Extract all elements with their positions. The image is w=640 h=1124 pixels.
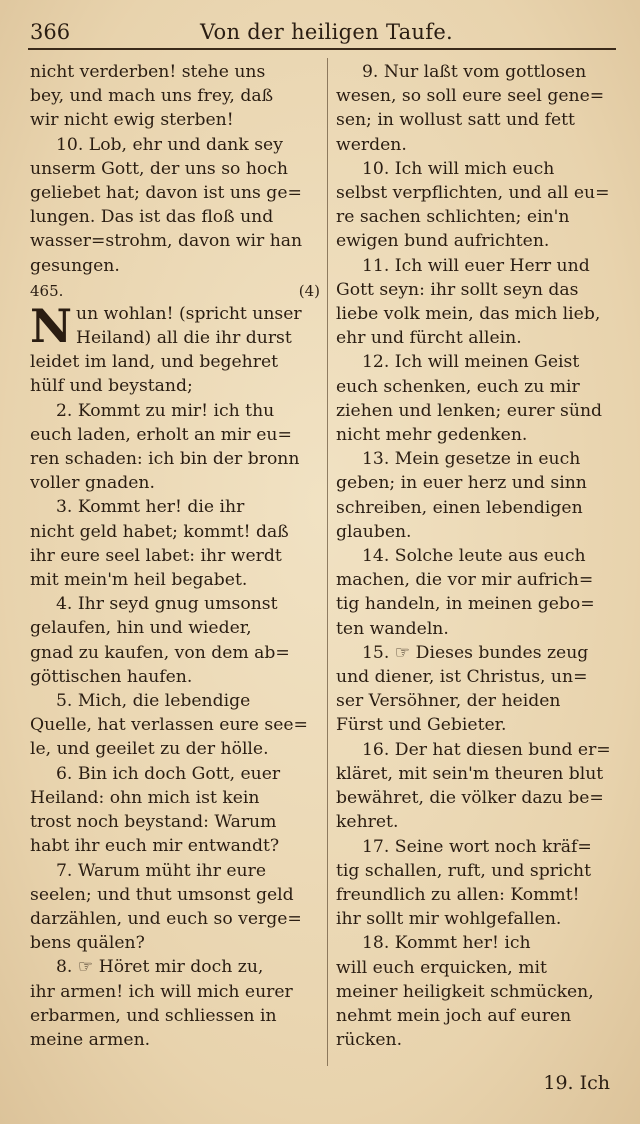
text-line: will euch erquicken, mit [336,957,547,978]
text-line: sen; in wollust satt und fett [336,110,575,131]
text-line: nicht mehr gedenken. [336,425,528,446]
left-column [30,60,320,1052]
text-line: hülf und beystand; [30,376,193,397]
text-line: tig schallen, ruft, und spricht [336,860,592,881]
page-header [30,18,610,48]
text-line: Heiland: ohn mich ist kein [30,787,260,808]
text-line: euch schenken, euch zu mir [336,376,580,397]
verse-start-line: 9. Nur laßt vom gottlosen [362,62,587,82]
text-line: voller gnaden. [30,473,155,494]
text-line: glauben. [336,521,412,542]
text-line: un wohlan! (spricht unser [76,303,302,324]
verse-start-line: 3. Kommt her! die ihr [56,497,245,518]
text-line: selbst verpflichten, und all eu= [336,183,610,204]
verse-start-line: 6. Bin ich doch Gott, euer [56,763,281,784]
text-line: darzählen, und euch so verge= [30,908,302,929]
text-line: liebe volk mein, das mich lieb, [336,304,601,325]
text-line: geliebet hat; davon ist uns ge= [30,183,302,204]
text-line: re sachen schlichten; ein'n [336,207,570,228]
text-line: mit mein'm heil begabet. [30,570,248,591]
text-line: gnad zu kaufen, von dem ab= [30,642,290,663]
text-line: Fürst und Gebieter. [336,715,507,736]
text-line: wasser=strohm, davon wir han [30,231,303,252]
text-line: ren schaden: ich bin der bronn [30,449,300,470]
text-line: ser Versöhner, der heiden [336,691,561,712]
text-line: ihr armen! ich will mich eurer [30,981,293,1002]
text-line: euch laden, erholt an mir eu= [30,424,292,445]
verse-start-line: 4. Ihr seyd gnug umsonst [56,594,278,615]
text-line: Heiland) all die ihr durst [76,328,292,349]
text-line: freundlich zu allen: Kommt! [336,884,580,905]
text-line: werden. [336,134,407,155]
verse-start-line: 8. ☞ Höret mir doch zu, [56,957,264,978]
text-line: ihr eure seel labet: ihr werdt [30,545,282,566]
text-line: Gott seyn: ihr sollt seyn das [336,279,579,300]
text-line: kehret. [336,812,399,833]
verse-start-line: 2. Kommt zu mir! ich thu [56,400,275,421]
verse-start-line: 10. Lob, ehr und dank sey [56,134,283,155]
text-line: machen, die vor mir aufrich= [336,570,594,591]
hymn-heading [30,280,320,302]
text-line: ehr und fürcht allein. [336,328,522,349]
hymn-number: 465. [30,281,64,300]
verse-start-line: 5. Mich, die lebendige [56,691,251,712]
verse-start-line: 17. Seine wort noch kräf= [362,836,592,857]
verse-start-line: 10. Ich will mich euch [362,158,555,179]
verse-start-line: 13. Mein gesetze in euch [362,449,581,470]
page-number: 366 [30,20,71,44]
verse-start-line: 7. Warum müht ihr eure [56,860,267,881]
text-line: nicht geld habet; kommt! daß [30,521,289,542]
text-line: trost noch beystand: Warum [30,812,277,833]
text-line: meiner heiligkeit schmücken, [336,981,594,1002]
text-line: geben; in euer herz und sinn [336,473,587,494]
header-rule [28,48,616,50]
text-line: leidet im land, und begehret [30,352,279,373]
text-line: unserm Gott, der uns so hoch [30,158,288,179]
verse-start-line: 15. ☞ Dieses bundes zeug [362,642,589,663]
text-line: gesungen. [30,255,120,276]
hymn-opening [30,298,320,399]
text-line: lungen. Das ist das floß und [30,207,274,228]
text-line: seelen; und thut umsonst geld [30,884,294,905]
text-line: rücken. [336,1030,403,1051]
text-line: und diener, ist Christus, un= [336,667,588,688]
text-line: ewigen bund aufrichten. [336,231,550,252]
text-line: schreiben, einen lebendigen [336,497,583,518]
verse-start-line: 14. Solche leute aus euch [362,546,586,567]
verse-start-line: 11. Ich will euer Herr und [362,255,590,276]
catchword: 19. Ich [543,1072,610,1094]
text-line: meine armen. [30,1029,151,1050]
text-line: gelaufen, hin und wieder, [30,618,252,639]
text-line: nicht verderben! stehe uns [30,62,266,82]
text-line: wesen, so soll eure seel gene= [336,86,605,107]
text-line: bewähret, die völker dazu be= [336,788,604,809]
text-line: kläret, mit sein'm theuren blut [336,763,604,784]
text-line: le, und geeilet zu der hölle. [30,739,269,760]
text-line: Quelle, hat verlassen eure see= [30,715,308,736]
text-line: tig handeln, in meinen gebo= [336,594,595,615]
text-line: ziehen und lenken; eurer sünd [336,400,603,421]
text-line: ihr sollt mir wohlgefallen. [336,909,562,930]
text-line: ten wandeln. [336,618,449,639]
text-line: bey, und mach uns frey, daß [30,86,274,107]
text-line: habt ihr euch mir entwandt? [30,836,280,857]
verse-start-line: 16. Der hat diesen bund er= [362,739,611,760]
text-line: erbarmen, und schliessen in [30,1005,277,1026]
text-line: wir nicht ewig sterben! [30,110,234,131]
text-line: göttischen haufen. [30,666,193,687]
verse-start-line: 12. Ich will meinen Geist [362,352,580,373]
text-line: nehmt mein joch auf euren [336,1005,572,1026]
verse-start-line: 18. Kommt her! ich [362,933,531,954]
text-line: bens quälen? [30,933,145,954]
running-title: Von der heiligen Taufe. [200,20,454,44]
hymn-melody-number: (4) [298,281,320,300]
column-divider [327,58,328,1066]
drop-cap: N [30,298,73,353]
right-column [336,60,628,1052]
